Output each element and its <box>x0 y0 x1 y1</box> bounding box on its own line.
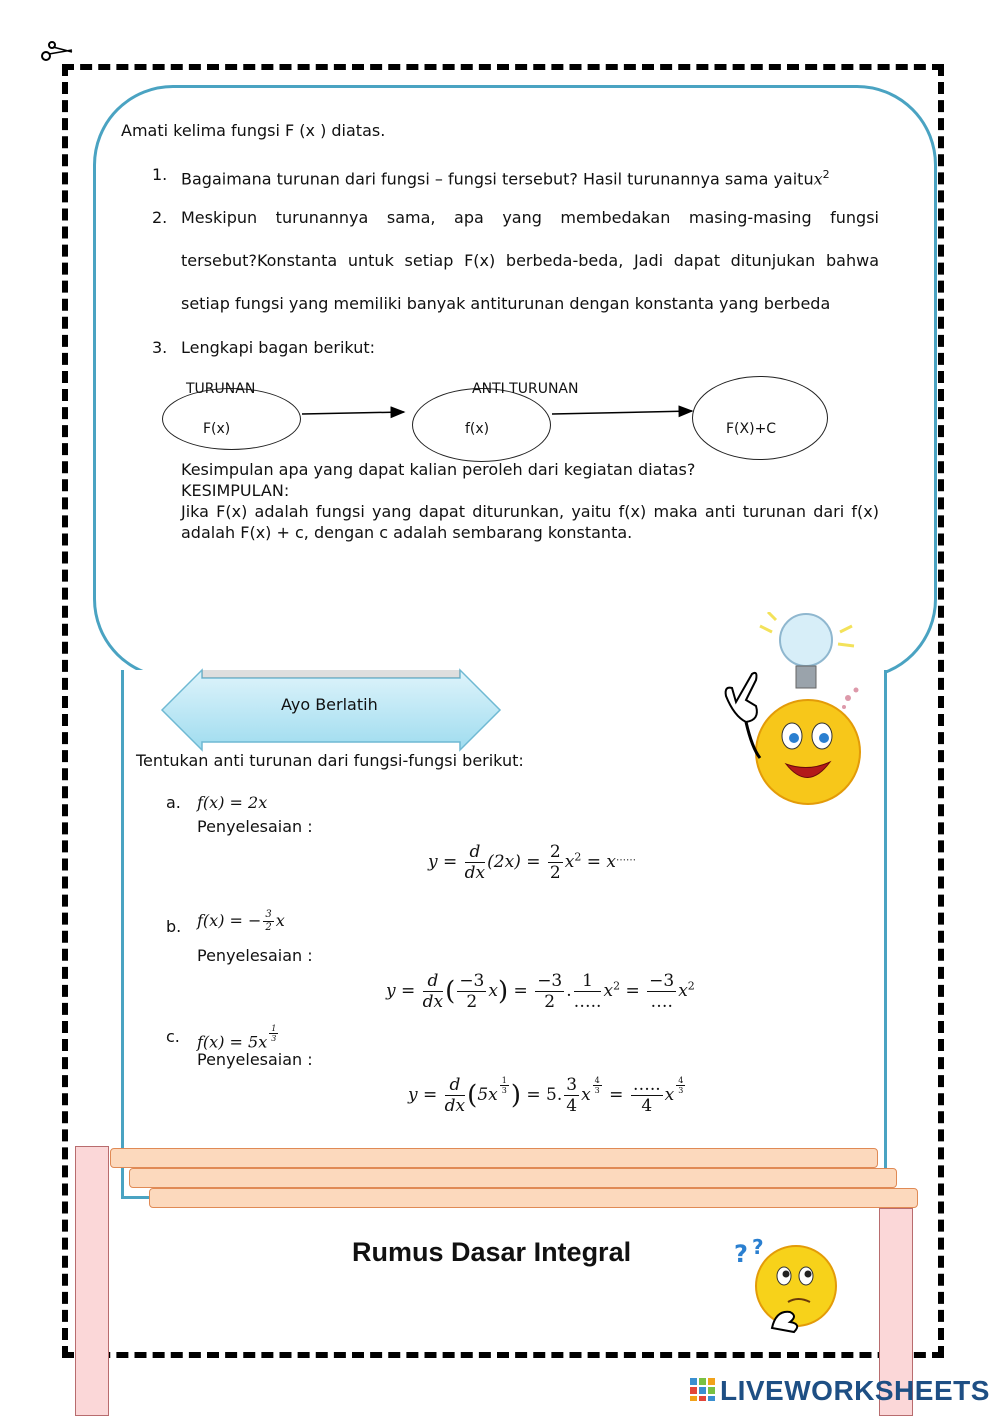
thinking-smiley-lightbulb-icon <box>716 612 866 812</box>
diagram-node-2-label: f(x) <box>465 421 490 437</box>
liveworksheets-logo-icon <box>690 1378 716 1402</box>
diagram-arrows <box>0 0 1000 500</box>
conclusion-question: Kesimpulan apa yang dapat kalian peroleh dari kegiatan diatas? <box>181 460 696 479</box>
item-b-solution-label: Penyelesaian : <box>197 946 313 965</box>
practice-instruction: Tentukan anti turunan dari fungsi-fungsi berikut: <box>136 751 524 770</box>
q1-number: 1. <box>152 165 168 184</box>
item-c-equation: y = $\frac{d}{dx}$ (5x $\frac{1}{3}$ ) = 5. $\frac{3}{4}$ x $\frac{4}{3}$ = $\frac{\dots..}{4}$ x $\frac{4}{3}$ <box>408 1075 684 1116</box>
conclusion-heading: KESIMPULAN: <box>181 481 290 500</box>
table-board-3 <box>149 1188 918 1208</box>
table-board-2 <box>129 1168 897 1188</box>
item-c-function: f(x) = 5x $\frac{1}{3}$ <box>197 1024 277 1052</box>
diagram-label-anti-turunan: ANTI TURUNAN <box>472 381 579 397</box>
item-b-equation: y = $\frac{d}{dx}$ ( $\frac{-3}{2}$ x) = $\frac{-3}{2}$ . $\frac{1}{\dots..}$ $x^2$ = $\frac{-3}{\dots.}$ $x^2$ <box>386 971 695 1012</box>
item-b-letter: b. <box>166 917 182 936</box>
q2-number: 2. <box>152 208 168 227</box>
diagram-label-turunan: TURUNAN <box>186 381 256 397</box>
svg-text:?: ? <box>734 1240 748 1268</box>
item-a-equation: y = $\frac{d}{dx}$ (2x) = $\frac{2}{2}$ $x^2 = x^{\dots\dots}$ <box>428 842 636 883</box>
q2-line-1: Meskipun turunannya sama, apa yang membedakan masing-masing fungsi <box>181 208 879 227</box>
banner-label: Ayo Berlatih <box>281 695 378 714</box>
item-c-letter: c. <box>166 1027 180 1046</box>
q2-line-3: setiap fungsi yang memiliki banyak antiturunan dengan konstanta yang berbeda <box>181 294 831 313</box>
q2-line-2: tersebut?Konstanta untuk setiap F(x) berbeda-beda, Jadi dapat ditunjukan bahwa <box>181 251 879 270</box>
table-leg-left <box>75 1146 109 1416</box>
item-a-letter: a. <box>166 793 181 812</box>
footer-title: Rumus Dasar Integral <box>352 1237 632 1267</box>
q3-text: Lengkapi bagan berikut: <box>181 338 375 357</box>
diagram-node-1-label: F(x) <box>203 421 231 437</box>
conclusion-line-2: adalah F(x) + c, dengan c adalah sembarang konstanta. <box>181 523 633 542</box>
svg-text:?: ? <box>752 1236 764 1259</box>
q3-number: 3. <box>152 338 168 357</box>
table-board-1 <box>110 1148 878 1168</box>
intro-text: Amati kelima fungsi F (x ) diatas. <box>121 121 386 140</box>
item-a-solution-label: Penyelesaian : <box>197 817 313 836</box>
pondering-smiley-icon <box>732 1236 842 1336</box>
item-a-function: f(x) = 2x <box>197 793 268 812</box>
diagram-node-3-label: F(X)+C <box>726 421 777 437</box>
item-b-function: f(x) = − $\frac{3}{2}$ x <box>197 909 285 933</box>
conclusion-line-1: Jika F(x) adalah fungsi yang dapat diturunkan, yaitu f(x) maka anti turunan dari f(x) <box>181 502 879 521</box>
liveworksheets-brand[interactable]: LIVEWORKSHEETS <box>720 1375 990 1406</box>
q1-text: Bagaimana turunan dari fungsi – fungsi tersebut? Hasil turunannya sama yaitux$^2$ <box>181 168 830 189</box>
item-c-solution-label: Penyelesaian : <box>197 1050 313 1069</box>
